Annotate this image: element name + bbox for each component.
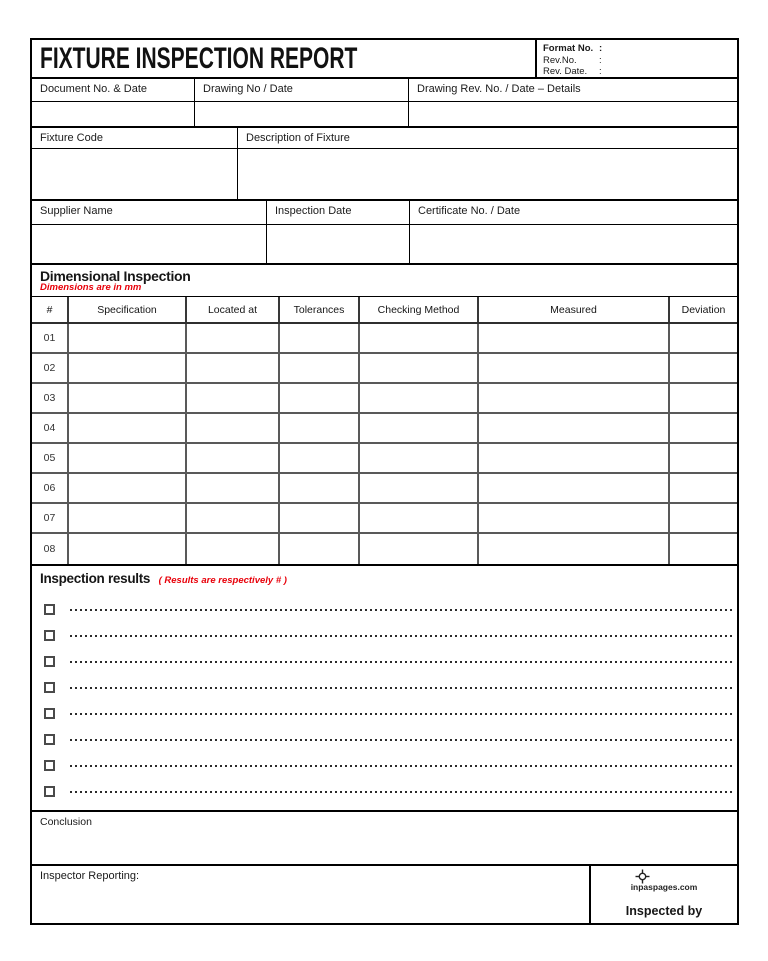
signature-cell (589, 866, 737, 923)
col-deviation: Deviation (668, 297, 737, 322)
table-row (32, 354, 737, 384)
certificate-label: Certificate No. / Date (409, 201, 737, 224)
table-row (32, 444, 737, 474)
row-number: 02 (43, 362, 56, 374)
drawing-rev-field (408, 102, 737, 126)
row-number: 04 (43, 422, 56, 434)
row-number: 05 (43, 452, 56, 464)
fixture-description-label: Description of Fixture (237, 128, 737, 148)
inspection-results-section (32, 566, 737, 810)
format-no-row (543, 43, 733, 55)
result-line (32, 596, 737, 622)
dotted-line (70, 791, 732, 793)
result-checkbox[interactable] (44, 760, 55, 771)
rev-no-colon: : (599, 54, 602, 66)
supplier-labels (32, 201, 737, 225)
result-checkbox[interactable] (44, 604, 55, 615)
fixture-description-field (237, 149, 737, 199)
result-checkbox[interactable] (44, 708, 55, 719)
result-line (32, 648, 737, 674)
result-line (32, 700, 737, 726)
page-title: FIXTURE INSPECTION REPORT (40, 41, 358, 75)
dimensional-table (32, 296, 737, 566)
dotted-line (70, 687, 732, 689)
doc-info-values (32, 102, 737, 128)
table-row (32, 324, 737, 354)
row-number: 06 (43, 482, 56, 494)
conclusion-label: Conclusion (40, 816, 92, 828)
table-row (32, 504, 737, 534)
table-row (32, 534, 737, 564)
dotted-line (70, 713, 732, 715)
document-no-label: Document No. & Date (40, 83, 147, 95)
col-located-at: Located at (185, 297, 278, 322)
result-checkbox[interactable] (44, 656, 55, 667)
result-line (32, 622, 737, 648)
result-checkbox[interactable] (44, 682, 55, 693)
footer-row (32, 864, 737, 923)
col-checking-method: Checking Method (358, 297, 477, 322)
inspected-by-label: Inspected by (625, 904, 703, 918)
results-note: ( Results are respectively # ) (158, 575, 287, 586)
dimensions-note: Dimensions are in mm (40, 282, 142, 293)
col-tolerances: Tolerances (278, 297, 358, 322)
col-number: # (46, 303, 53, 316)
results-heading-row (32, 570, 737, 588)
dotted-line (70, 661, 732, 663)
result-line (32, 674, 737, 700)
results-heading: Inspection results (40, 571, 151, 586)
row-number: 07 (43, 512, 56, 524)
dotted-line (70, 609, 732, 611)
rev-date-row (543, 66, 733, 78)
dotted-line (70, 765, 732, 767)
title-cell (32, 40, 535, 77)
row-number: 01 (43, 332, 56, 344)
inspector-reporting-cell (32, 866, 589, 923)
logo-text: inpaspages.com (630, 882, 698, 892)
drawing-rev-label: Drawing Rev. No. / Date – Details (408, 79, 737, 101)
result-checkbox[interactable] (44, 630, 55, 641)
fixture-inspection-form (30, 38, 739, 925)
inspection-date-label: Inspection Date (266, 201, 409, 224)
supplier-name-label: Supplier Name (40, 205, 113, 217)
result-checkbox[interactable] (44, 786, 55, 797)
table-row (32, 384, 737, 414)
col-measured: Measured (477, 297, 668, 322)
table-row (32, 414, 737, 444)
result-line (32, 726, 737, 752)
format-box (535, 40, 737, 77)
fixture-values (32, 149, 737, 201)
header-row (32, 40, 737, 79)
result-line (32, 778, 737, 804)
dimensional-table-header (32, 297, 737, 324)
drawing-no-label: Drawing No / Date (194, 79, 408, 101)
row-number: 08 (43, 543, 56, 555)
dotted-line (70, 739, 732, 741)
inspector-reporting-label: Inspector Reporting: (40, 870, 140, 882)
rev-no-label: Rev.No. (543, 54, 577, 66)
format-no-colon: : (599, 43, 603, 54)
document-no-field (32, 102, 194, 126)
conclusion-section (32, 810, 737, 864)
drawing-no-field (194, 102, 408, 126)
fixture-code-field (32, 149, 237, 199)
dotted-line (70, 635, 732, 637)
col-specification: Specification (67, 297, 185, 322)
inspection-date-field (266, 225, 409, 263)
dimensional-heading-block (32, 265, 737, 296)
format-no-label: Format No. (543, 43, 594, 54)
table-row (32, 474, 737, 504)
fixture-code-label: Fixture Code (40, 132, 103, 144)
row-number: 03 (43, 392, 56, 404)
supplier-name-field (32, 225, 266, 263)
result-checkbox[interactable] (44, 734, 55, 745)
supplier-values (32, 225, 737, 265)
result-line (32, 752, 737, 778)
fixture-labels (32, 128, 737, 149)
dimensional-heading: Dimensional Inspection (40, 268, 191, 284)
rev-no-row (543, 55, 733, 67)
doc-info-labels (32, 79, 737, 102)
rev-date-colon: : (599, 66, 602, 77)
certificate-field (409, 225, 737, 263)
site-logo (597, 869, 731, 892)
rev-date-label: Rev. Date. (543, 66, 588, 77)
